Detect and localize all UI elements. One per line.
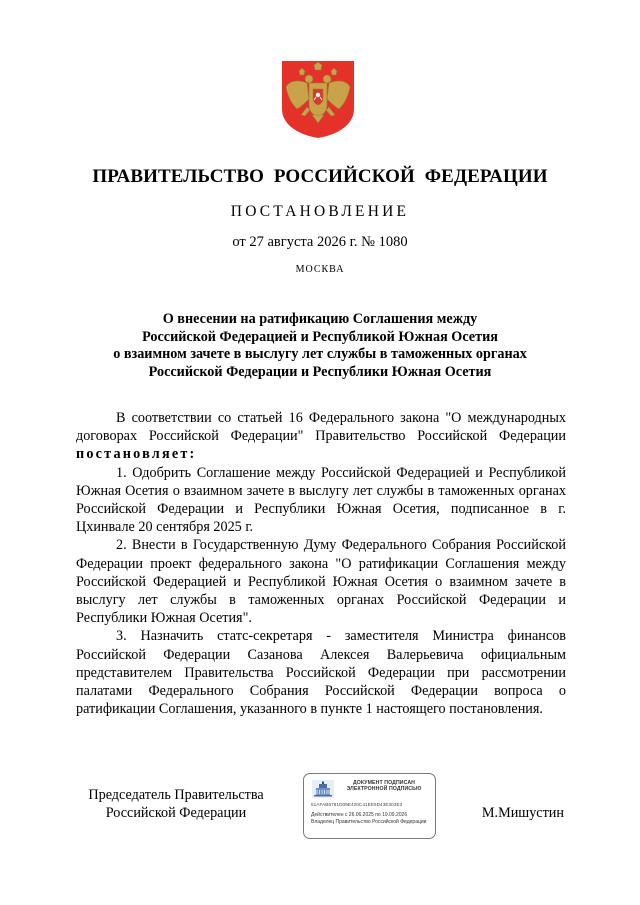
- stamp-heading-line: ЭЛЕКТРОННОЙ ПОДПИСЬЮ: [346, 786, 422, 793]
- preamble-paragraph: [76, 409, 566, 464]
- document-type: ПОСТАНОВЛЕНИЕ: [230, 203, 410, 220]
- signer-title-line: Российской Федерации: [105, 805, 247, 821]
- stamp-validity: Действителен с 26.06.2025 по 19.09.2026: [311, 812, 408, 818]
- subject-line: Российской Федерации и Республики Южная Осетия: [148, 363, 492, 380]
- subject-line: О внесении на ратификацию Соглашения между: [162, 311, 478, 327]
- stamp-heading-line: ДОКУМЕНТ ПОДПИСАН: [352, 780, 416, 786]
- preamble-text: В соответствии со статьей 16 Федерального закона "О международных договорах Российской Федерации" Правительство Российской Федерации: [76, 410, 566, 445]
- stamp-owner: Владелец Правительство Российской Федерации: [311, 819, 427, 825]
- government-building-icon: [312, 780, 334, 798]
- subject-line: о взаимном зачете в выслугу лет службы в таможенных органах: [113, 346, 527, 363]
- document-body: [76, 409, 566, 718]
- document-city: МОСКВА: [295, 264, 345, 275]
- government-title: ПРАВИТЕЛЬСТВО РОССИЙСКОЙ ФЕДЕРАЦИИ: [92, 166, 548, 187]
- item-2-paragraph: 2. Внести в Государственную Думу Федерального Собрания Российской Федерации проект федерального закона "О ратификации Соглашения между Российской Федерацией и Республикой Южная Осетия о взаимном зачете в выслугу лет службы в таможенных органах Российской Федерации и Республики Южная Осетия".: [76, 537, 566, 627]
- signer-title-line: Председатель Правительства: [88, 787, 264, 803]
- signer-title: [76, 786, 276, 822]
- document-date-number: от 27 августа 2026 г. № 1080: [232, 234, 408, 250]
- electronic-signature-stamp: [303, 773, 436, 839]
- document-subject: [60, 311, 580, 381]
- signer-name: М.Мишустин: [481, 805, 564, 821]
- item-3-paragraph: 3. Назначить статс-секретаря - заместителя Министра финансов Российской Федерации Сазанова Алексея Валерьевича официальным представителем Правительства Российской Федерации при рассмотрении палатами Федерального Собрания Российской Федерации вопроса о ратификации Соглашения, указанного в пункте 1 настоящего постановления.: [76, 628, 566, 718]
- decree-word: постановляет:: [76, 446, 197, 463]
- russian-coat-of-arms-icon: [277, 57, 359, 139]
- item-1-paragraph: 1. Одобрить Соглашение между Российской Федерацией и Республикой Южная Осетия о взаимном зачете в выслугу лет службы в таможенных органах Российской Федерации и Республики Южная Осетия, подписанное в г. Цхинвале 20 сентября 2025 г.: [76, 464, 566, 536]
- stamp-heading: [336, 780, 432, 793]
- stamp-certificate: 51AFAB6781D09E420C41EE5D43E303E3: [311, 802, 403, 807]
- subject-line: Российской Федерацией и Республикой Южная Осетия: [142, 328, 498, 345]
